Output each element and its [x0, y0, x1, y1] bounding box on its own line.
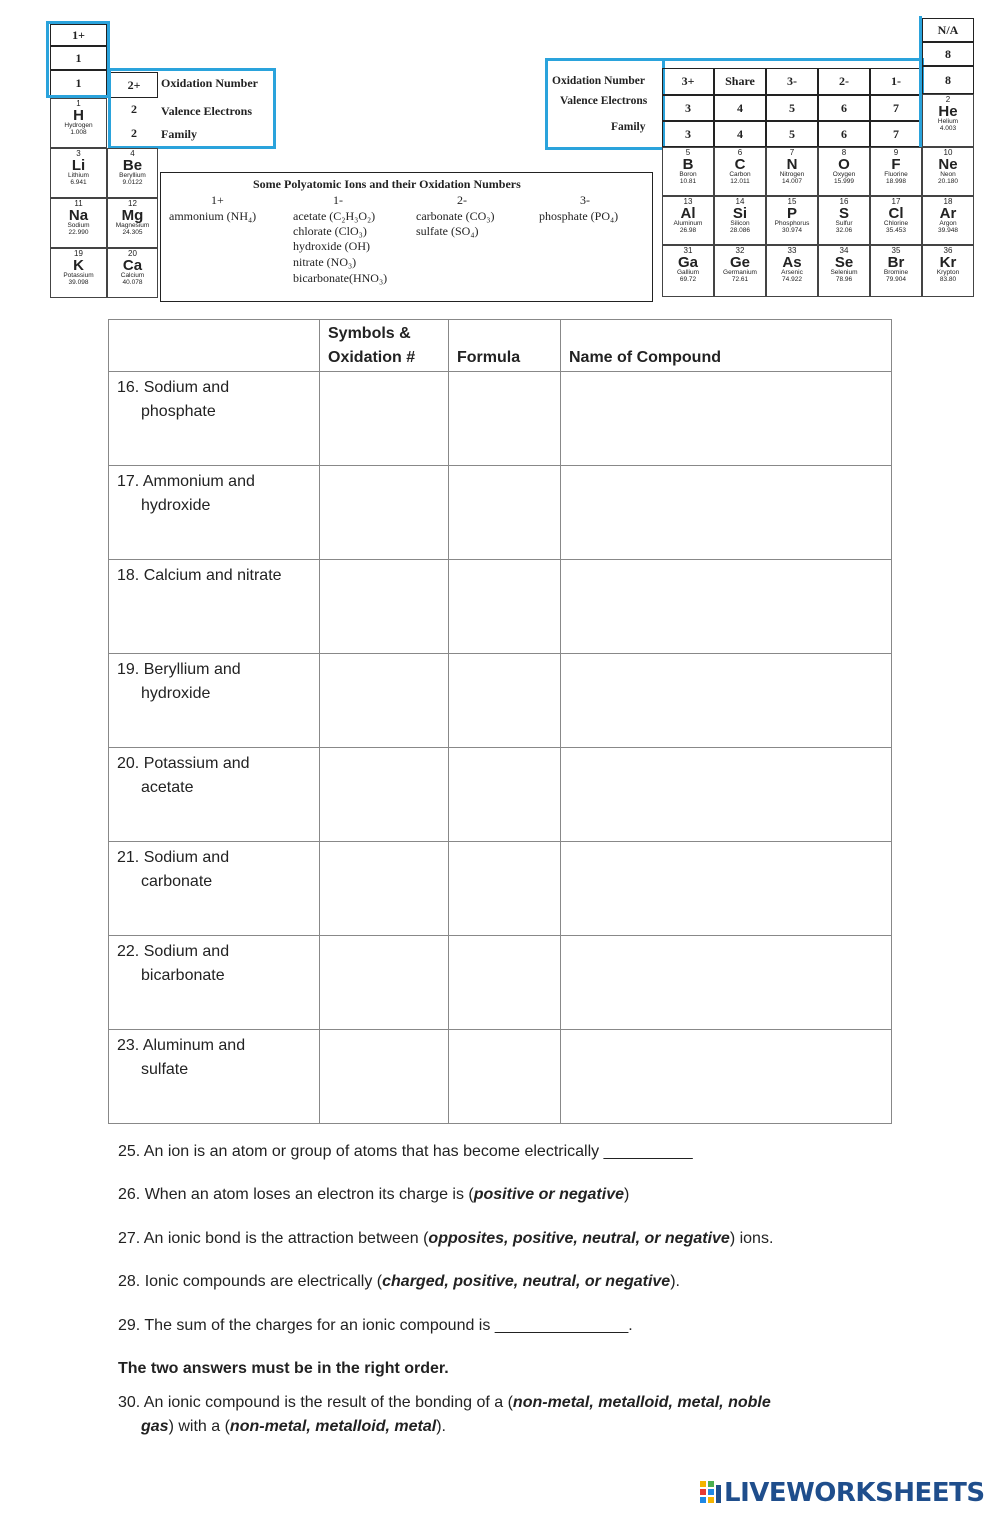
left-label-family: Family: [161, 127, 197, 141]
element-li: 3 Li Lithium 6.941: [50, 148, 107, 198]
element-o: 8 O Oxygen 15.999: [818, 147, 870, 196]
row-label: 20. Potassium and acetate: [109, 748, 320, 842]
formula-cell[interactable]: [449, 936, 561, 1030]
poly-col3-head: 2-: [457, 193, 467, 207]
element-ge: 32 Ge Germanium 72.61: [714, 245, 766, 297]
right-label-valence: Valence Electrons: [560, 95, 648, 107]
row-label: 22. Sodium and bicarbonate: [109, 936, 320, 1030]
question-29: 29. The sum of the charges for an ionic compound is _______________.: [118, 1317, 633, 1334]
symbols-cell[interactable]: [320, 936, 449, 1030]
formula-cell[interactable]: [449, 372, 561, 466]
element-kr: 36 Kr Krypton 83.80: [922, 245, 974, 297]
q29-blank[interactable]: _______________: [494, 1317, 629, 1334]
element-si: 14 Si Silicon 28.086: [714, 196, 766, 245]
q30-choices-1[interactable]: non-metal, metalloid, metal, noble: [512, 1394, 771, 1411]
table-row: [109, 560, 892, 654]
polyatomic-title: Some Polyatomic Ions and their Oxidation Numbers: [253, 177, 521, 191]
table-row: [109, 748, 892, 842]
symbols-cell[interactable]: [320, 560, 449, 654]
row-label: 17. Ammonium and hydroxide: [109, 466, 320, 560]
table-row: [109, 372, 892, 466]
poly-col4-item: phosphate (PO₄): [539, 209, 619, 223]
poly-col3-item: carbonate (CO₃): [416, 209, 495, 223]
table-row: [109, 842, 892, 936]
compound-table: [108, 319, 892, 1124]
q26-choices[interactable]: positive or negative: [473, 1186, 624, 1203]
element-p: 15 P Phosphorus 30.974: [766, 196, 818, 245]
compound-name-cell[interactable]: [561, 936, 892, 1030]
symbols-cell[interactable]: [320, 842, 449, 936]
poly-col2-item: chlorate (ClO₃): [293, 224, 367, 238]
element-ca: 20 Ca Calcium 40.078: [107, 248, 158, 298]
poly-col3-item: sulfate (SO₄): [416, 224, 479, 238]
header-formula: Formula: [449, 320, 561, 372]
compound-name-cell[interactable]: [561, 560, 892, 654]
g14-family: 4: [714, 121, 766, 147]
liveworksheets-logo: [700, 1478, 985, 1508]
compound-name-cell[interactable]: [561, 466, 892, 560]
row-label: 16. Sodium and phosphate: [109, 372, 320, 466]
g13-valence: 3: [662, 95, 714, 121]
question-28: 28. Ionic compounds are electrically (charged, positive, neutral, or negative).: [118, 1273, 680, 1290]
g17-family: 7: [870, 121, 922, 147]
formula-cell[interactable]: [449, 466, 561, 560]
row-label: 23. Aluminum and sulfate: [109, 1030, 320, 1124]
g14-oxidation: Share: [714, 68, 766, 95]
compound-name-cell[interactable]: [561, 372, 892, 466]
formula-cell[interactable]: [449, 560, 561, 654]
table-row: [109, 1030, 892, 1124]
element-h: 1 H Hydrogen 1.008: [50, 98, 107, 148]
group1-highlight: [46, 21, 110, 98]
formula-cell[interactable]: [449, 654, 561, 748]
header-symbols: Symbols & Oxidation #: [320, 320, 449, 372]
element-se: 34 Se Selenium 78.96: [818, 245, 870, 297]
poly-col2-item: acetate (C₂H₃O₂): [293, 209, 376, 223]
g16-valence: 6: [818, 95, 870, 121]
row-label: 18. Calcium and nitrate: [109, 560, 320, 654]
row-label: 19. Beryllium and hydroxide: [109, 654, 320, 748]
table-row: [109, 936, 892, 1030]
noble-valence: 8: [922, 42, 974, 66]
symbols-cell[interactable]: [320, 748, 449, 842]
header-blank: [109, 320, 320, 372]
element-al: 13 Al Aluminum 26.98: [662, 196, 714, 245]
g17-valence: 7: [870, 95, 922, 121]
q30-choices-1-end[interactable]: gas: [141, 1418, 169, 1435]
element-s: 16 S Sulfur 32.06: [818, 196, 870, 245]
poly-col1-item: ammonium (NH₄): [169, 209, 257, 223]
table-row: [109, 466, 892, 560]
g13-oxidation: 3+: [662, 68, 714, 95]
symbols-cell[interactable]: [320, 372, 449, 466]
table-row: [109, 654, 892, 748]
group2-family: 2: [131, 126, 137, 140]
symbols-cell[interactable]: [320, 466, 449, 560]
q30-choices-2[interactable]: non-metal, metalloid, metal: [229, 1418, 437, 1435]
poly-col2-item: bicarbonate(HNO₃): [293, 271, 388, 285]
element-ne: 10 Ne Neon 20.180: [922, 147, 974, 196]
row-label: 21. Sodium and carbonate: [109, 842, 320, 936]
poly-col2-item: nitrate (NO₃): [293, 255, 357, 269]
compound-name-cell[interactable]: [561, 842, 892, 936]
element-n: 7 N Nitrogen 14.007: [766, 147, 818, 196]
element-c: 6 C Carbon 12.011: [714, 147, 766, 196]
g14-valence: 4: [714, 95, 766, 121]
symbols-cell[interactable]: [320, 1030, 449, 1124]
poly-col4-head: 3-: [580, 193, 590, 207]
right-groups-highlight: [660, 58, 924, 150]
question-27: 27. An ionic bond is the attraction between (opposites, positive, neutral, or negative) ions.: [118, 1230, 774, 1247]
g16-oxidation: 2-: [818, 68, 870, 95]
right-label-oxidation: Oxidation Number: [552, 75, 645, 87]
noble-oxidation: N/A: [922, 18, 974, 42]
poly-col1-head: 1+: [211, 193, 224, 207]
poly-col2-head: 1-: [333, 193, 343, 207]
question-25: 25. An ion is an atom or group of atoms that has become electrically __________: [118, 1143, 693, 1160]
element-k: 19 K Potassium 39.098: [50, 248, 107, 298]
g15-family: 5: [766, 121, 818, 147]
table-header-row: [109, 320, 892, 372]
g15-valence: 5: [766, 95, 818, 121]
g17-oxidation: 1-: [870, 68, 922, 95]
group1-valence: 1: [50, 46, 107, 70]
left-label-oxidation: Oxidation Number: [161, 76, 259, 90]
polyatomic-box: [160, 172, 653, 302]
noble-family: 8: [922, 66, 974, 94]
q27-choices[interactable]: opposites, positive, neutral, or negative: [428, 1230, 730, 1247]
q25-blank[interactable]: __________: [603, 1143, 693, 1160]
poly-col2-item: hydroxide (OH): [293, 239, 370, 253]
element-be: 4 Be Beryllium 9.0122: [107, 148, 158, 198]
g13-family: 3: [662, 121, 714, 147]
group2-oxidation: 2+: [110, 72, 158, 98]
liveworksheets-wordmark: LIVEWORKSHEETS: [724, 1478, 985, 1508]
element-b: 5 B Boron 10.81: [662, 147, 714, 196]
liveworksheets-grid-icon: [700, 1481, 722, 1505]
formula-cell[interactable]: [449, 1030, 561, 1124]
element-cl: 17 Cl Chlorine 35.453: [870, 196, 922, 245]
g16-family: 6: [818, 121, 870, 147]
compound-name-cell[interactable]: [561, 654, 892, 748]
group1-family: 1: [50, 70, 107, 97]
q28-choices[interactable]: charged, positive, neutral, or negative: [382, 1273, 671, 1290]
g15-oxidation: 3-: [766, 68, 818, 95]
formula-cell[interactable]: [449, 748, 561, 842]
element-as: 33 As Arsenic 74.922: [766, 245, 818, 297]
compound-name-cell[interactable]: [561, 1030, 892, 1124]
element-ga: 31 Ga Gallium 69.72: [662, 245, 714, 297]
question-26: 26. When an atom loses an electron its charge is (positive or negative): [118, 1186, 630, 1203]
element-mg: 12 Mg Magnesium 24.305: [107, 198, 158, 248]
right-label-family: Family: [611, 121, 646, 133]
order-note: The two answers must be in the right order.: [118, 1360, 449, 1377]
element-br: 35 Br Bromine 79.904: [870, 245, 922, 297]
element-na: 11 Na Sodium 22.990: [50, 198, 107, 248]
question-30: 30. An ionic compound is the result of the bonding of a (non-metal, metalloid, metal, noble gas) with a (non-metal, metalloid, metal).: [118, 1394, 771, 1435]
left-label-valence: Valence Electrons: [161, 104, 252, 118]
element-ar: 18 Ar Argon 39.948: [922, 196, 974, 245]
compound-name-cell[interactable]: [561, 748, 892, 842]
element-he: 2 He Helium 4.003: [922, 94, 974, 147]
header-name: Name of Compound: [561, 320, 892, 372]
symbols-cell[interactable]: [320, 654, 449, 748]
element-f: 9 F Fluorine 18.998: [870, 147, 922, 196]
formula-cell[interactable]: [449, 842, 561, 936]
group2-valence: 2: [131, 102, 137, 116]
group1-oxidation: 1+: [50, 24, 107, 46]
